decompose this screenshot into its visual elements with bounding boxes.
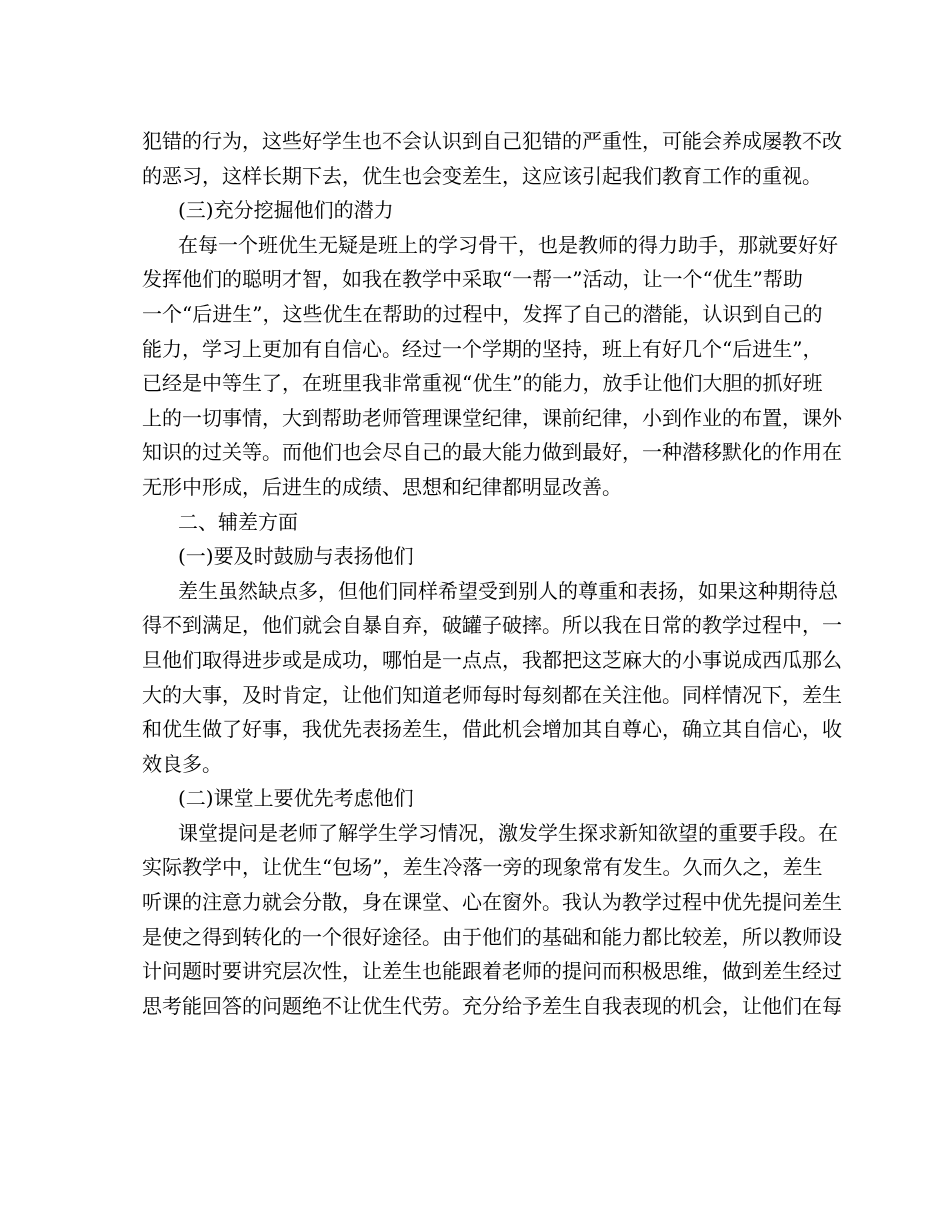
paragraph-line: 计问题时要讲究层次性，让差生也能跟着老师的提问而积极思维，做到差生经过 bbox=[142, 959, 842, 984]
paragraph-line: 无形中形成，后进生的成绩、思想和纪律都明显改善。 bbox=[142, 474, 622, 499]
section-heading: (一)要及时鼓励与表扬他们 bbox=[178, 544, 414, 569]
paragraph-line: 实际教学中，让优生“包场”，差生冷落一旁的现象常有发生。久而久之，差生 bbox=[142, 855, 823, 880]
paragraph-line: 大的大事，及时肯定，让他们知道老师每时每刻都在关注他。同样情况下，差生 bbox=[142, 682, 842, 707]
paragraph-line: 上的一切事情，大到帮助老师管理课堂纪律，课前纪律，小到作业的布置，课外 bbox=[142, 405, 842, 430]
paragraph-line: 旦他们取得进步或是成功，哪怕是一点点，我都把这芝麻大的小事说成西瓜那么 bbox=[142, 647, 842, 672]
paragraph-line: 的恶习，这样长期下去，优生也会变差生，这应该引起我们教育工作的重视。 bbox=[142, 163, 822, 188]
paragraph-line: 效良多。 bbox=[142, 751, 222, 776]
paragraph-line: 在每一个班优生无疑是班上的学习骨干，也是教师的得力助手，那就要好好 bbox=[178, 232, 838, 257]
document-body bbox=[142, 124, 842, 1023]
paragraph-line: 思考能回答的问题绝不让优生代劳。充分给予差生自我表现的机会，让他们在每 bbox=[142, 993, 842, 1018]
section-heading: 二、辅差方面 bbox=[178, 509, 298, 534]
paragraph-line: 和优生做了好事，我优先表扬差生，借此机会增加其自尊心，确立其自信心，收 bbox=[142, 717, 842, 742]
paragraph-line: 知识的过关等。而他们也会尽自己的最大能力做到最好，一种潜移默化的作用在 bbox=[142, 440, 842, 465]
paragraph-line: 课堂提问是老师了解学生学习情况，激发学生探求新知欲望的重要手段。在 bbox=[178, 820, 838, 845]
paragraph-line: 差生虽然缺点多，但他们同样希望受到别人的尊重和表扬，如果这种期待总 bbox=[178, 578, 838, 603]
section-heading: (三)充分挖掘他们的潜力 bbox=[178, 198, 394, 223]
paragraph-line: 已经是中等生了，在班里我非常重视“优生”的能力，放手让他们大胆的抓好班 bbox=[142, 371, 823, 396]
paragraph-line: 发挥他们的聪明才智，如我在教学中采取“一帮一”活动，让一个“优生”帮助 bbox=[142, 267, 803, 292]
paragraph-line: 得不到满足，他们就会自暴自弃，破罐子破摔。所以我在日常的教学过程中，一 bbox=[142, 613, 842, 638]
section-heading: (二)课堂上要优先考虑他们 bbox=[178, 786, 414, 811]
paragraph-line: 是使之得到转化的一个很好途径。由于他们的基础和能力都比较差，所以教师设 bbox=[142, 924, 842, 949]
paragraph-line: 听课的注意力就会分散，身在课堂、心在窗外。我认为教学过程中优先提问差生 bbox=[142, 890, 842, 915]
paragraph-line: 一个“后进生”，这些优生在帮助的过程中，发挥了自己的潜能，认识到自己的 bbox=[142, 301, 823, 326]
paragraph-line: 能力，学习上更加有自信心。经过一个学期的坚持，班上有好几个“后进生”， bbox=[142, 336, 823, 361]
paragraph-line: 犯错的行为，这些好学生也不会认识到自己犯错的严重性，可能会养成屡教不改 bbox=[142, 129, 842, 153]
